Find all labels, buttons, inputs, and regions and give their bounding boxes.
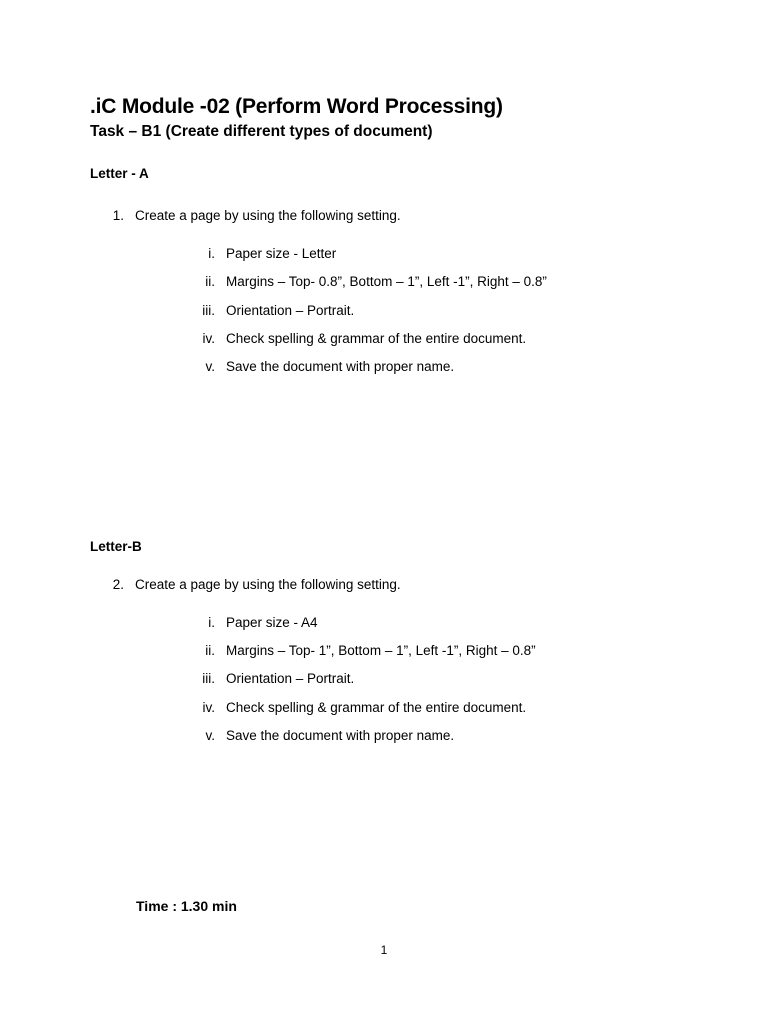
- setting-text: Paper size - Letter: [226, 246, 337, 261]
- item-text: Create a page by using the following setting.: [135, 208, 401, 223]
- item-number: 2.: [112, 577, 124, 592]
- setting-text: Save the document with proper name.: [226, 359, 455, 374]
- setting-text: Orientation – Portrait.: [226, 671, 355, 686]
- setting-numeral: iii.: [202, 303, 215, 318]
- setting-numeral: ii.: [205, 274, 215, 289]
- document-title: .iC Module -02 (Perform Word Processing): [90, 95, 503, 118]
- setting-text: Orientation – Portrait.: [226, 303, 355, 318]
- section-heading-letter-a: Letter - A: [90, 166, 149, 181]
- setting-text: Check spelling & grammar of the entire document.: [226, 700, 527, 715]
- setting-numeral: v.: [205, 728, 215, 743]
- page-number: 1: [380, 943, 388, 957]
- setting-numeral: iv.: [202, 331, 215, 346]
- setting-text: Save the document with proper name.: [226, 728, 455, 743]
- task-subtitle: Task – B1 (Create different types of document): [90, 123, 433, 140]
- setting-numeral: i.: [208, 246, 215, 261]
- setting-numeral: iii.: [202, 671, 215, 686]
- setting-numeral: iv.: [202, 700, 215, 715]
- setting-text: Margins – Top- 1”, Bottom – 1”, Left -1”, Right – 0.8”: [226, 643, 536, 658]
- setting-text: Check spelling & grammar of the entire document.: [226, 331, 527, 346]
- time-label: Time : 1.30 min: [136, 898, 237, 914]
- setting-numeral: ii.: [205, 643, 215, 658]
- section-heading-letter-b: Letter-B: [90, 539, 142, 554]
- item-text: Create a page by using the following setting.: [135, 577, 401, 592]
- setting-numeral: v.: [205, 359, 215, 374]
- setting-text: Margins – Top- 0.8”, Bottom – 1”, Left -1”, Right – 0.8”: [226, 274, 547, 289]
- setting-numeral: i.: [208, 615, 215, 630]
- setting-text: Paper size - A4: [226, 615, 318, 630]
- item-number: 1.: [112, 208, 124, 223]
